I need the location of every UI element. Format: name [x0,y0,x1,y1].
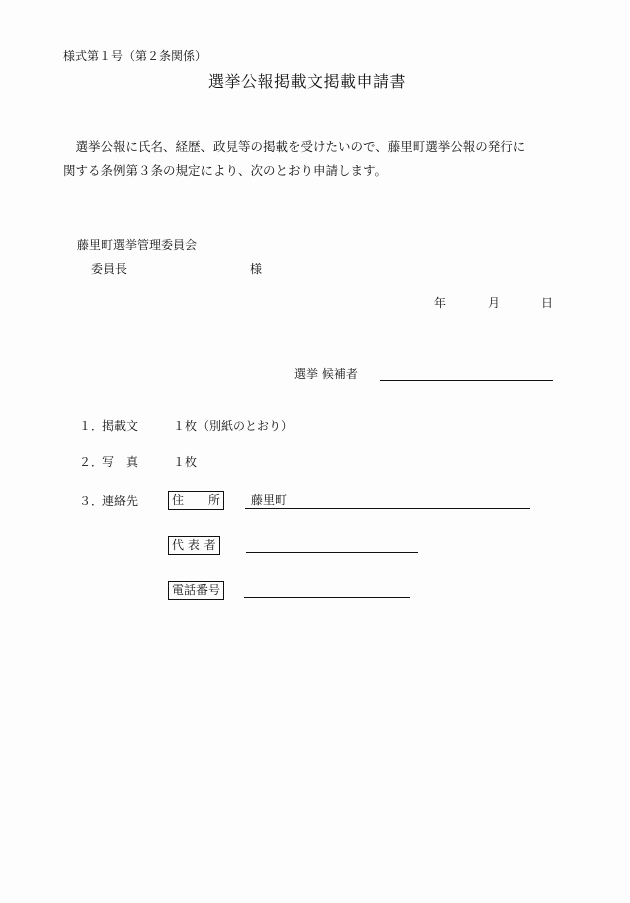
item2-value: １枚 [173,455,198,469]
form-number: 様式第１号（第２条関係） [63,49,208,63]
addressee-org: 藤里町選挙管理委員会 [77,238,198,252]
phone-label: 電話番号 [168,581,224,600]
body-line-1: 選挙公報に氏名、経歴、政見等の掲載を受けたいので、藤里町選挙公報の発行に [63,139,526,154]
address-label: 住 所 [168,491,224,510]
address-field[interactable] [245,491,530,509]
body-text [63,135,563,183]
date-year: 年 [434,296,447,310]
item3-number: ３． [79,494,104,508]
item2-label: 写 真 [102,455,139,469]
date-month: 月 [488,296,501,310]
addressee-honorific: 様 [250,262,263,276]
date-day: 日 [541,296,554,310]
representative-field[interactable] [246,536,418,553]
representative-label: 代 表 者 [168,536,220,555]
item2-number: ２． [79,455,104,469]
address-value: 藤里町 [251,493,288,507]
item1-number: １． [79,419,104,433]
page-title: 選挙公報掲載文掲載申請書 [208,72,407,91]
candidate-label: 選挙 候補者 [294,367,358,381]
item1-value: １枚（別紙のとおり） [173,419,294,433]
candidate-name-field[interactable] [380,364,553,381]
addressee-position: 委員長 [91,262,128,276]
phone-field[interactable] [244,581,410,598]
body-line-2: 関する条例第３条の規定により、次のとおり申請します。 [63,163,388,178]
item1-label: 掲載文 [102,419,139,433]
item3-label: 連絡先 [102,494,139,508]
